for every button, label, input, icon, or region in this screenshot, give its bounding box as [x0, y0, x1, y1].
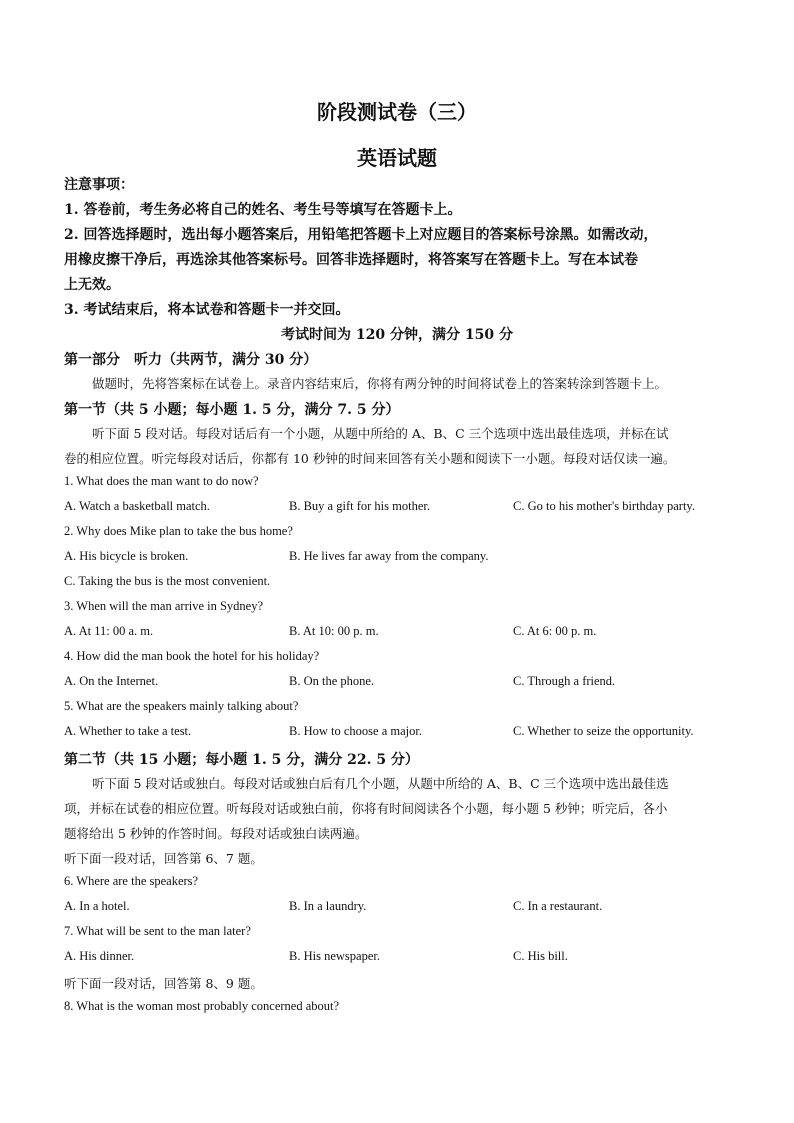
- question-3-option-c: C. At 6: 00 p. m.: [513, 624, 597, 638]
- section2-intro-line-3: 题将给出 5 秒钟的作答时间。每段对话或独白读两遍。: [64, 826, 368, 841]
- question-3: 3. When will the man arrive in Sydney?: [64, 599, 264, 613]
- question-4-option-c: C. Through a friend.: [513, 674, 616, 688]
- exam-title: 阶段测试卷（三）: [317, 100, 477, 124]
- section1-heading: 第一节（共 5 小题；每小题 1. 5 分，满分 7. 5 分）: [64, 402, 400, 418]
- question-5: 5. What are the speakers mainly talking about?: [64, 699, 299, 713]
- question-4-option-a: A. On the Internet.: [64, 674, 159, 688]
- question-1-option-a: A. Watch a basketball match.: [64, 499, 210, 513]
- question-6-option-a: A. In a hotel.: [64, 899, 130, 913]
- question-2-option-b: B. He lives far away from the company.: [289, 549, 489, 563]
- question-1-option-b: B. Buy a gift for his mother.: [289, 499, 430, 513]
- question-6: 6. Where are the speakers?: [64, 874, 199, 888]
- question-8: 8. What is the woman most probably concerned about?: [64, 999, 340, 1013]
- question-3-option-a: A. At 11: 00 a. m.: [64, 624, 154, 638]
- question-5-option-a: A. Whether to take a test.: [64, 724, 192, 738]
- section2-intro-line-2: 项，并标在试卷的相应位置。听每段对话或独白前，你将有时间阅读各个小题，每小题 5 秒钟；听完后，各小: [64, 801, 668, 816]
- notice-item-2-line-3: 上无效。: [64, 277, 120, 293]
- question-1: 1. What does the man want to do now?: [64, 474, 259, 488]
- question-5-option-c: C. Whether to seize the opportunity.: [513, 724, 694, 738]
- section2-intro-line-1: 听下面 5 段对话或独白。每段对话或独白后有几个小题，从题中所给的 A、B、C 三个选项中选出最佳选: [92, 776, 669, 791]
- notice-item-2-line-1: 2. 回答选择题时，选出每小题答案后，用铅笔把答题卡上对应题目的答案标号涂黑。如需改动，: [64, 227, 658, 243]
- question-6-option-c: C. In a restaurant.: [513, 899, 603, 913]
- question-1-option-c: C. Go to his mother's birthday party.: [513, 499, 695, 513]
- part1-intro: 做题时，先将答案标在试卷上。录音内容结束后，你将有两分钟的时间将试卷上的答案转涂到答题卡上。: [92, 376, 668, 391]
- notice-item-1: 1. 答卷前，考生务必将自己的姓名、考生号等填写在答题卡上。: [64, 202, 462, 218]
- dialog-instruction-8-9: 听下面一段对话，回答第 8、9 题。: [64, 976, 263, 991]
- question-6-option-b: B. In a laundry.: [289, 899, 367, 913]
- exam-time: 考试时间为 120 分钟，满分 150 分: [281, 327, 513, 343]
- question-4: 4. How did the man book the hotel for his holiday?: [64, 649, 320, 663]
- notice-item-2-line-2: 用橡皮擦干净后，再选涂其他答案标号。回答非选择题时，将答案写在答题卡上。写在本试卷: [64, 252, 638, 268]
- section1-intro-line-1: 听下面 5 段对话。每段对话后有一个小题，从题中所给的 A、B、C 三个选项中选出最佳选项，并标在试: [92, 426, 669, 441]
- exam-subject: 英语试题: [357, 146, 437, 170]
- question-7-option-c: C. His bill.: [513, 949, 568, 963]
- question-5-option-b: B. How to choose a major.: [289, 724, 422, 738]
- question-3-option-b: B. At 10: 00 p. m.: [289, 624, 379, 638]
- question-7-option-a: A. His dinner.: [64, 949, 135, 963]
- question-2: 2. Why does Mike plan to take the bus home?: [64, 524, 293, 538]
- dialog-instruction-6-7: 听下面一段对话，回答第 6、7 题。: [64, 851, 263, 866]
- notice-item-3: 3. 考试结束后，将本试卷和答题卡一并交回。: [64, 302, 350, 318]
- question-7-option-b: B. His newspaper.: [289, 949, 380, 963]
- notice-heading: 注意事项：: [64, 177, 134, 193]
- question-7: 7. What will be sent to the man later?: [64, 924, 251, 938]
- question-2-option-c: C. Taking the bus is the most convenient.: [64, 574, 271, 588]
- question-2-option-a: A. His bicycle is broken.: [64, 549, 189, 563]
- question-4-option-b: B. On the phone.: [289, 674, 375, 688]
- section1-intro-line-2: 卷的相应位置。听完每段对话后，你都有 10 秒钟的时间来回答有关小题和阅读下一小题。每段对话仅读一遍。: [64, 451, 676, 466]
- part1-heading: 第一部分 听力（共两节，满分 30 分）: [64, 352, 318, 368]
- section2-heading: 第二节（共 15 小题；每小题 1. 5 分，满分 22. 5 分）: [64, 752, 419, 768]
